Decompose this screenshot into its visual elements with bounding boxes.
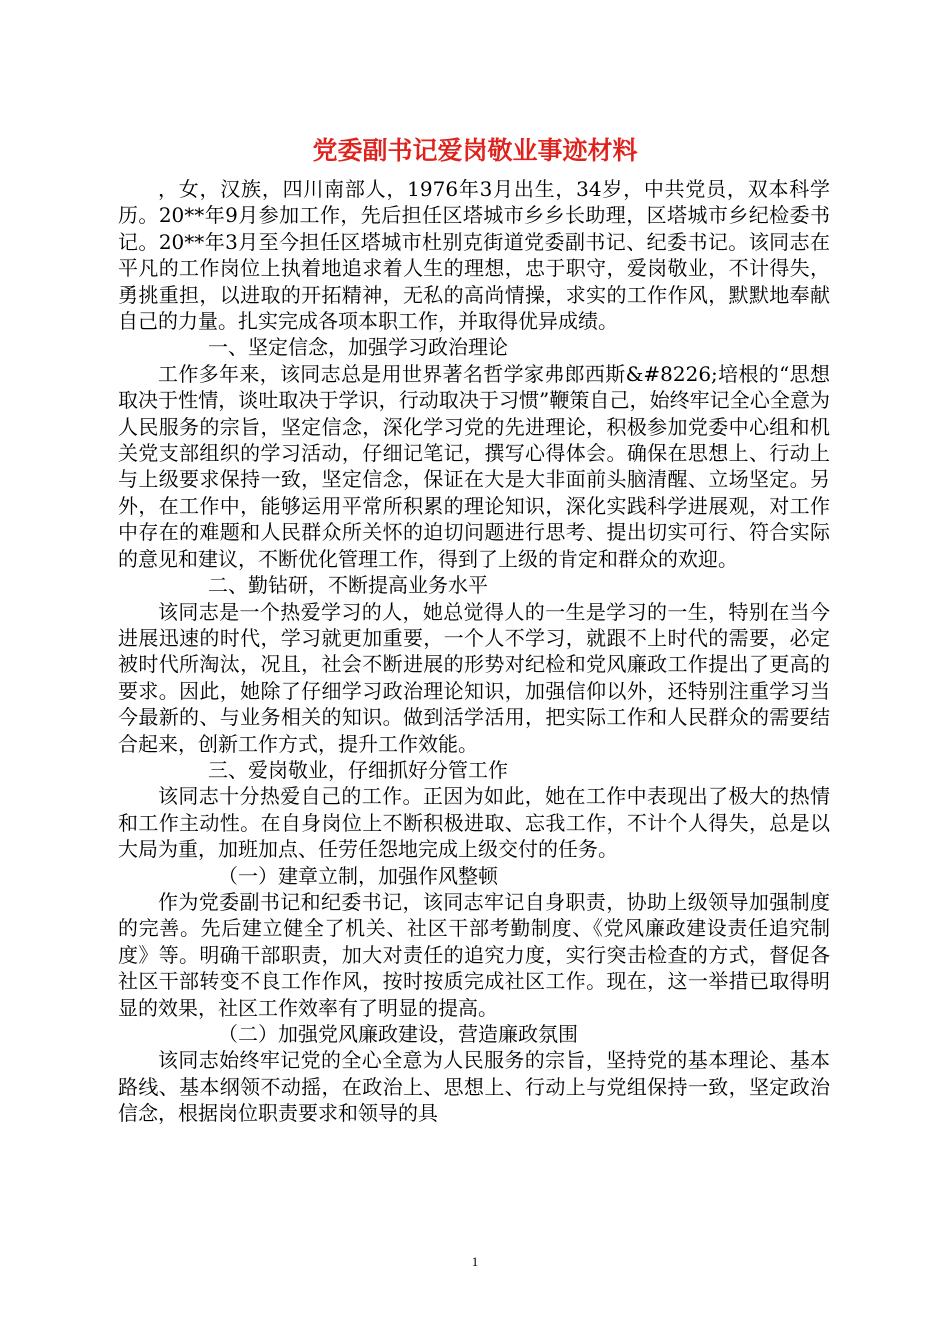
paragraph-subsection-1: 作为党委副书记和纪委书记，该同志牢记自身职责，协助上级领导加强制度的完善。先后建立健全了机关、社区干部考勤制度、《党风廉政建设责任追究制度》等。明确干部职责，加大对责任的追究力度，实行突击检查的方式，督促各社区干部转变不良工作作风，按时按质完成社区工作。现在，这一举措已取得明显的效果，社区工作效率有了明显的提高。	[118, 889, 830, 1020]
section-heading-2: 二、勤钻研，不断提高业务水平	[208, 573, 488, 598]
section-heading-1: 一、坚定信念，加强学习政治理论	[208, 335, 508, 360]
paragraph-section-3: 该同志十分热爱自己的工作。正因为如此，她在工作中表现出了极大的热情和工作主动性。在自身岗位上不断积极进取、忘我工作，不计个人得失，总是以大局为重，加班加点、任劳任怨地完成上级交付的任务。	[118, 784, 830, 862]
document-title: 党委副书记爱岗敬业事迹材料	[312, 136, 638, 165]
subsection-heading-1: （一）建章立制，加强作风整顿	[218, 863, 498, 888]
paragraph-section-2: 该同志是一个热爱学习的人，她总觉得人的一生是学习的一生，特别在当今进展迅速的时代，学习就更加重要，一个人不学习，就跟不上时代的需要，必定被时代所淘汰，况且，社会不断进展的形势对纪检和党风廉政工作提出了更高的要求。因此，她除了仔细学习政治理论知识，加强信仰以外，还特别注重学习当今最新的、与业务相关的知识。做到活学活用，把实际工作和人民群众的需要结合起来，创新工作方式，提升工作效能。	[118, 599, 830, 756]
subsection-heading-2: （二）加强党风廉政建设，营造廉政氛围	[218, 1022, 578, 1046]
section-heading-3: 三、爱岗敬业，仔细抓好分管工作	[208, 757, 508, 782]
document-body	[118, 176, 830, 1127]
paragraph-section-1: 工作多年来，该同志总是用世界著名哲学家弗郎西斯&#8226;培根的“思想取决于性情，谈吐取决于学识，行动取决于习惯”鞭策自己，始终牢记全心全意为人民服务的宗旨，坚定信念，深化学习党的先进理论，积极参加党委中心组和机关党支部组织的学习活动，仔细记笔记，撰写心得体会。确保在思想上、行动上与上级要求保持一致，坚定信念，保证在大是大非面前头脑清醒、立场坚定。另外，在工作中，能够运用平常所积累的理论知识，深化实践科学进展观，对工作中存在的难题和人民群众所关怀的迫切问题进行思考、提出切实可行、符合实际的意见和建议，不断优化管理工作，得到了上级的肯定和群众的欢迎。	[118, 361, 830, 571]
page-number: 1	[471, 1254, 479, 1269]
paragraph-subsection-2: 该同志始终牢记党的全心全意为人民服务的宗旨，坚持党的基本理论、基本路线、基本纲领不动摇，在政治上、思想上、行动上与党组保持一致，坚定政治信念，根据岗位职责要求和领导的具	[118, 1048, 830, 1126]
paragraph-intro: ，女，汉族，四川南部人，1976年3月出生，34岁，中共党员，双本科学历。20**年9月参加工作，先后担任区塔城市乡乡长助理，区塔城市乡纪检委书记。20**年3月至今担任区塔城市杜别克街道党委副书记、纪委书记。该同志在平凡的工作岗位上执着地追求着人生的理想，忠于职守，爱岗敬业，不计得失，勇挑重担，以进取的开拓精神，无私的高尚情操，求实的工作作风，默默地奉献自己的力量。扎实完成各项本职工作，并取得优异成绩。	[118, 177, 830, 334]
